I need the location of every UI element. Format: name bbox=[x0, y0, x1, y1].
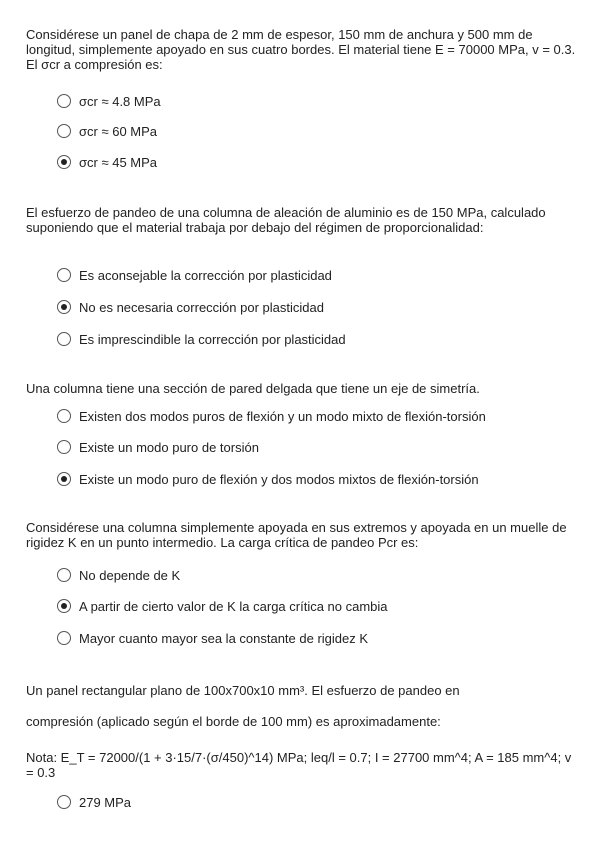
radio-button[interactable] bbox=[57, 599, 71, 613]
question-5-text: Un panel rectangular plano de 100x700x10 mm³. El esfuerzo de pandeo en bbox=[26, 683, 460, 698]
radio-button[interactable] bbox=[57, 795, 71, 809]
question-4-option-3[interactable] bbox=[57, 629, 368, 647]
radio-button[interactable] bbox=[57, 440, 71, 454]
radio-button[interactable] bbox=[57, 268, 71, 282]
question-4-option-2[interactable] bbox=[57, 597, 388, 615]
question-1-text: Considérese un panel de chapa de 2 mm de espesor, 150 mm de anchura y 500 mm de longitud, simplemente apoyado en sus cuatro bordes. El material tiene E = 70000 MPa, v = 0.3. El σcr a compresión es: bbox=[26, 27, 576, 72]
question-5-note: Nota: E_T = 72000/(1 + 3·15/7·(σ/450)^14) MPa; leq/l = 0.7; I = 27700 mm^4; A = 185 mm^4; v = 0.3 bbox=[26, 750, 572, 780]
question-3-option-1[interactable] bbox=[57, 407, 486, 425]
option-label: No depende de K bbox=[79, 567, 181, 583]
question-2-option-2[interactable] bbox=[57, 298, 324, 316]
question-1-option-1[interactable] bbox=[57, 92, 161, 110]
question-5-option-1[interactable] bbox=[57, 793, 131, 811]
question-3-option-3[interactable] bbox=[57, 470, 479, 488]
radio-button[interactable] bbox=[57, 409, 71, 423]
question-4-option-1[interactable] bbox=[57, 566, 180, 584]
option-label: Mayor cuanto mayor sea la constante de rigidez K bbox=[79, 630, 369, 646]
option-label: Existe un modo puro de flexión y dos modos mixtos de flexión-torsión bbox=[79, 471, 479, 487]
option-label: Existe un modo puro de torsión bbox=[79, 439, 259, 455]
option-label: Es imprescindible la corrección por plasticidad bbox=[79, 331, 346, 347]
question-4-text: Considérese una columna simplemente apoyada en sus extremos y apoyada en un muelle de rigidez K en un punto intermedio. La carga crítica de pandeo Pcr es: bbox=[26, 520, 567, 550]
radio-button[interactable] bbox=[57, 124, 71, 138]
option-label: σcr ≈ 4.8 MPa bbox=[79, 93, 161, 109]
question-2-option-1[interactable] bbox=[57, 266, 332, 284]
radio-button[interactable] bbox=[57, 332, 71, 346]
option-label: σcr ≈ 45 MPa bbox=[79, 154, 158, 170]
question-5-text-continued: compresión (aplicado según el borde de 100 mm) es aproximadamente: bbox=[26, 714, 441, 729]
radio-button[interactable] bbox=[57, 300, 71, 314]
radio-button[interactable] bbox=[57, 472, 71, 486]
question-1-option-2[interactable] bbox=[57, 122, 157, 140]
radio-button[interactable] bbox=[57, 631, 71, 645]
question-2-text: El esfuerzo de pandeo de una columna de aleación de aluminio es de 150 MPa, calculado suponiendo que el material trabaja por debajo del régimen de proporcionalidad: bbox=[26, 205, 546, 235]
radio-button[interactable] bbox=[57, 94, 71, 108]
radio-button[interactable] bbox=[57, 155, 71, 169]
question-3-text: Una columna tiene una sección de pared delgada que tiene un eje de simetría. bbox=[26, 381, 480, 396]
option-label: Existen dos modos puros de flexión y un modo mixto de flexión-torsión bbox=[79, 408, 486, 424]
question-3-option-2[interactable] bbox=[57, 438, 259, 456]
option-label: 279 MPa bbox=[79, 794, 132, 810]
option-label: σcr ≈ 60 MPa bbox=[79, 123, 158, 139]
option-label: No es necesaria corrección por plasticidad bbox=[79, 299, 324, 315]
option-label: A partir de cierto valor de K la carga crítica no cambia bbox=[79, 598, 388, 614]
option-label: Es aconsejable la corrección por plasticidad bbox=[79, 267, 332, 283]
question-1-option-3[interactable] bbox=[57, 153, 157, 171]
question-2-option-3[interactable] bbox=[57, 330, 346, 348]
radio-button[interactable] bbox=[57, 568, 71, 582]
